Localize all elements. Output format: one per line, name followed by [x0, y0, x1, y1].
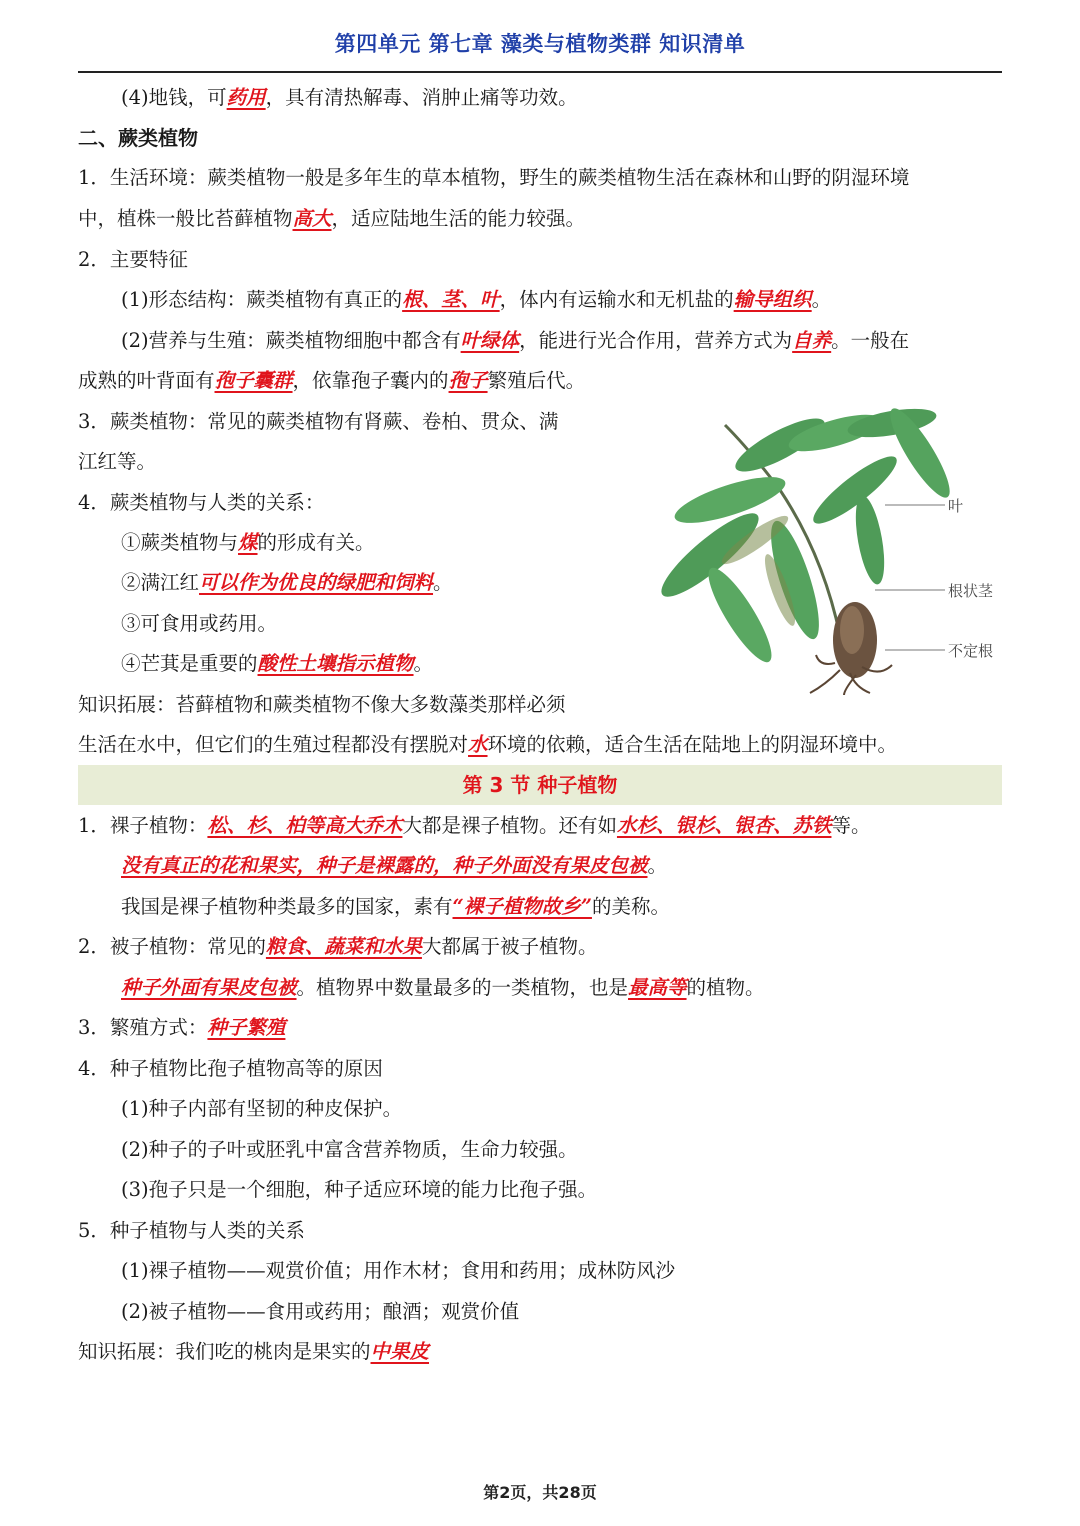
- fern-callouts: [875, 505, 945, 650]
- line-fern-coal: [121, 523, 375, 563]
- line-gymno-2: [121, 846, 667, 886]
- answer-blank: 可以作为优良的绿肥和饲料: [199, 571, 434, 594]
- line-angio-1: [78, 927, 597, 967]
- answer-blank: 高大: [292, 207, 332, 230]
- line-fern-habitat-2: [78, 199, 585, 239]
- line-relation-2: [121, 1292, 519, 1332]
- line-angio-2: [121, 968, 765, 1008]
- line-fern-food: [121, 604, 277, 644]
- line-text: ，依靠孢子囊内的: [292, 369, 449, 392]
- line-text: 江红等。: [78, 450, 157, 473]
- line-fern-examples-1: [78, 402, 558, 442]
- line-reason-3: [121, 1170, 597, 1210]
- answer-blank: 最高等: [628, 976, 687, 999]
- line-fern-azolla: [121, 563, 453, 603]
- line-text: ④芒萁是重要的: [121, 652, 258, 675]
- line-relation-1: [121, 1251, 675, 1291]
- answer-blank: 根、茎、叶: [402, 288, 500, 311]
- answer-blank: 孢子囊群: [214, 369, 293, 392]
- line-text: 的形成有关。: [257, 531, 375, 554]
- fern-rhizome: [833, 602, 877, 678]
- line-text: ，具有清热解毒、消肿止痛等功效。: [265, 86, 578, 109]
- line-text: 。: [811, 288, 832, 311]
- line-text: (2)种子的子叶或胚乳中富含营养物质，生命力较强。: [121, 1138, 578, 1161]
- line-text: 。: [647, 854, 668, 877]
- line-text: (2)营养与生殖：蕨类植物细胞中都含有: [121, 329, 461, 352]
- line-fern-nutrition-1: [121, 321, 909, 361]
- page-number: 第2页，共28页: [483, 1483, 597, 1502]
- line-text: 。: [433, 571, 453, 594]
- answer-blank: 叶绿体: [460, 329, 520, 352]
- section3-title: 第 3 节 种子植物: [462, 773, 618, 797]
- line-text: (1)种子内部有坚韧的种皮保护。: [121, 1097, 403, 1120]
- answer-blank: 水杉、银杉、银杏、苏铁: [616, 814, 832, 837]
- answer-blank: 松、杉、柏等高大乔木: [207, 814, 403, 837]
- line-text: 4．种子植物比孢子植物高等的原因: [78, 1057, 383, 1080]
- line-fern-indicator: [121, 644, 433, 684]
- line-text: ，适应陆地生活的能力较强。: [331, 207, 586, 230]
- fern-illustration: [630, 405, 1010, 695]
- answer-blank: 水: [468, 733, 488, 756]
- line-text: ②满江红: [121, 571, 200, 594]
- line-text: 大都属于被子植物。: [421, 935, 598, 958]
- line-liverwort-medicine: [121, 78, 578, 118]
- line-relation-title: [78, 1211, 305, 1251]
- page-header-title: 第四单元 第七章 藻类与植物类群 知识清单: [334, 32, 746, 56]
- header-rule: [78, 71, 1002, 73]
- line-text: 1．生活环境：蕨类植物一般是多年生的草本植物，野生的蕨类植物生活在森林和山野的阴湿环境: [78, 166, 910, 189]
- answer-blank: 煤: [238, 531, 258, 554]
- line-fern-features: [78, 240, 188, 280]
- answer-blank: 种子外面有果皮包被: [121, 976, 297, 999]
- line-reason-1: [121, 1089, 402, 1129]
- line-text: 的美称。: [591, 895, 670, 918]
- line-text: 等。: [831, 814, 871, 837]
- line-text: ，体内有运输水和无机盐的: [499, 288, 734, 311]
- line-text: (2)被子植物——食用或药用；酿酒；观赏价值: [121, 1300, 520, 1323]
- line-fern-nutrition-2: [78, 361, 585, 401]
- line-text: (3)孢子只是一个细胞，种子适应环境的能力比孢子强。: [121, 1178, 598, 1201]
- answer-blank: 自养: [792, 329, 832, 352]
- line-text: 二、蕨类植物: [78, 126, 198, 150]
- line-text: 3．繁殖方式：: [78, 1016, 208, 1039]
- line-text: (4)地钱，可: [121, 86, 227, 109]
- line-text: (1)裸子植物——观赏价值；用作木材；食用和药用；成林防风沙: [121, 1259, 676, 1282]
- line-text: 生活在水中，但它们的生殖过程都没有摆脱对: [78, 733, 469, 756]
- fern-label-rhizome: 根状茎: [948, 582, 994, 600]
- line-reproduction: [78, 1008, 285, 1048]
- answer-blank: 输导组织: [733, 288, 812, 311]
- line-gymno-1: [78, 806, 870, 846]
- line-text: 。一般在: [831, 329, 910, 352]
- line-text: 成熟的叶背面有: [78, 369, 215, 392]
- line-text: 知识拓展：苔藓植物和蕨类植物不像大多数藻类那样必须: [78, 693, 566, 716]
- line-text: 。: [413, 652, 434, 675]
- answer-blank: 酸性土壤指示植物: [257, 652, 414, 675]
- section-fern-heading: [78, 118, 198, 158]
- line-text: 我国是裸子植物种类最多的国家，素有: [121, 895, 453, 918]
- line-text: 4．蕨类植物与人类的关系：: [78, 491, 325, 514]
- line-extension-2: [78, 725, 897, 765]
- line-extension-peach: [78, 1332, 429, 1372]
- line-reason-title: [78, 1049, 383, 1089]
- line-fern-examples-2: [78, 442, 156, 482]
- line-fern-human: [78, 483, 324, 523]
- line-text: 大都是裸子植物。还有如: [402, 814, 617, 837]
- line-extension-1: [78, 685, 566, 725]
- answer-blank: 没有真正的花和果实，种子是裸露的，种子外面没有果皮包被: [121, 854, 648, 877]
- line-text: 中，植株一般比苔藓植物: [78, 207, 293, 230]
- line-reason-2: [121, 1130, 578, 1170]
- line-text: 知识拓展：我们吃的桃肉是果实的: [78, 1340, 371, 1363]
- answer-blank: 种子繁殖: [207, 1016, 286, 1039]
- line-text: 的植物。: [686, 976, 765, 999]
- answer-blank: 中果皮: [370, 1340, 430, 1363]
- answer-blank: 孢子: [448, 369, 488, 392]
- line-fern-habitat-1: [78, 158, 909, 198]
- line-text: 环境的依赖，适合生活在陆地上的阴湿环境中。: [487, 733, 898, 756]
- line-text: 。植物界中数量最多的一类植物，也是: [296, 976, 629, 999]
- line-text: 2．被子植物：常见的: [78, 935, 266, 958]
- line-fern-structure: [121, 280, 831, 320]
- section3-band: [78, 765, 1002, 805]
- line-text: ③可食用或药用。: [121, 612, 278, 635]
- fern-label-leaf: 叶: [948, 497, 964, 515]
- line-text: 繁殖后代。: [487, 369, 586, 392]
- answer-blank: “裸子植物故乡”: [452, 895, 592, 918]
- line-text: 5．种子植物与人类的关系: [78, 1219, 305, 1242]
- line-text: ，能进行光合作用，营养方式为: [519, 329, 793, 352]
- fern-fronds: [652, 405, 958, 669]
- line-text: 2．主要特征: [78, 248, 188, 271]
- answer-blank: 粮食、蔬菜和水果: [265, 935, 422, 958]
- line-gymno-3: [121, 887, 670, 927]
- fern-label-root: 不定根: [948, 642, 994, 660]
- answer-blank: 药用: [226, 86, 266, 109]
- line-text: 1．裸子植物：: [78, 814, 208, 837]
- line-text: (1)形态结构：蕨类植物有真正的: [121, 288, 403, 311]
- line-text: ①蕨类植物与: [121, 531, 239, 554]
- line-text: 3．蕨类植物：常见的蕨类植物有肾蕨、卷柏、贯众、满: [78, 410, 559, 433]
